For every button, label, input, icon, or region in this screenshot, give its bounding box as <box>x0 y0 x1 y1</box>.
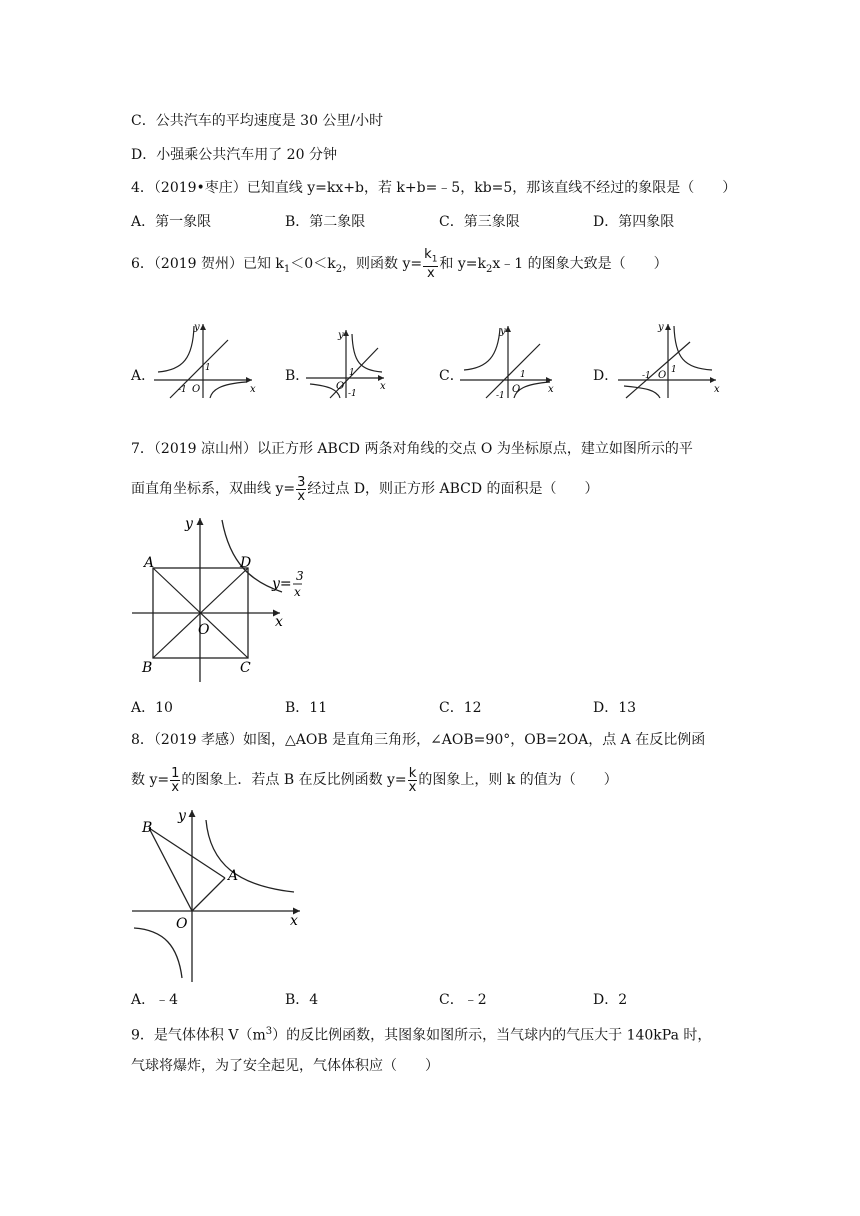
q7-option-a[interactable]: A．10 <box>131 700 173 716</box>
q6b-y-label: y <box>338 330 344 341</box>
q9-sup: 3 <box>265 1026 273 1037</box>
question-8-line1: 8．（2019 孝感）如图，△AOB 是直角三角形，∠AOB=90°，OB=2OA，点 A 在反比例函 <box>131 732 706 748</box>
q4-option-c[interactable]: C．第三象限 <box>439 214 520 230</box>
q6-option-d[interactable]: D． <box>593 368 619 384</box>
q8-label-o: O <box>176 916 188 932</box>
q8-figure <box>130 806 306 984</box>
q7-label-d: D <box>240 555 252 571</box>
q6-k2-sub: 2 <box>335 263 343 275</box>
q6-post: 和 y=k <box>439 256 486 272</box>
q6-frac-num: $k_1$ <box>423 248 438 268</box>
question-4-text: 4．（2019•枣庄）已知直线 y=kx+b，若 k+b=﹣5，kb=5，那该直线不经过的象限是（ ） <box>131 180 737 196</box>
q8-option-c[interactable]: C．﹣2 <box>439 992 487 1008</box>
question-6-text <box>131 247 668 287</box>
q7-fraction <box>296 476 306 503</box>
q7-label-c: C <box>240 660 251 676</box>
q6-graph-b[interactable] <box>302 326 388 400</box>
q6-k2b-sub: 2 <box>486 263 493 275</box>
q7-frac-den: x <box>297 488 306 504</box>
q6a-x-label: x <box>250 384 256 395</box>
question-8-options <box>131 989 771 1011</box>
q7-label-a: A <box>144 555 155 571</box>
q8-fraction-2 <box>408 767 418 794</box>
q8-line2-pre: 数 y= <box>131 772 170 788</box>
q8-label-y: y <box>178 808 186 824</box>
q6b-x-label: x <box>380 381 386 392</box>
q6-graph-d[interactable] <box>612 318 722 400</box>
q6-fraction <box>423 248 438 281</box>
q6-mid: ＜0＜k <box>290 256 336 272</box>
q8-label-a: A <box>228 868 239 884</box>
q6d-origin: O <box>658 370 667 381</box>
q7-label-b: B <box>142 660 153 676</box>
q9-line1-pre: 9．是气体体积 V（m <box>131 1027 266 1044</box>
q8-frac2-num: k <box>408 765 417 781</box>
q6-frac-num-sub: 1 <box>431 254 438 265</box>
q6c-x-label: x <box>548 384 554 395</box>
q6c-origin: O <box>512 384 521 395</box>
q7-line2-pre: 面直角坐标系，双曲线 y= <box>131 481 296 497</box>
q6a-y-label: y <box>194 322 200 333</box>
q6c-one: 1 <box>520 370 526 380</box>
q7-curve-num: 3 <box>296 569 304 583</box>
q6-option-b[interactable]: B． <box>285 368 310 384</box>
q7-curve-label: y= <box>272 576 292 592</box>
q6-k1-sub: 1 <box>283 263 291 275</box>
q7-label-x: x <box>275 614 283 630</box>
q6c-y-label: y <box>500 326 506 337</box>
q9-line1-post: ）的反比例函数，其图象如图所示，当气球内的气压大于 140kPa 时， <box>272 1027 712 1044</box>
q8-fraction-1 <box>170 767 180 794</box>
q6d-y-label: y <box>658 322 664 333</box>
question-4-options <box>131 211 771 233</box>
q7-option-d[interactable]: D．13 <box>593 700 637 716</box>
q6b-neg-one: -1 <box>348 389 357 399</box>
question-7-options <box>131 697 771 719</box>
q4-option-b[interactable]: B．第二象限 <box>285 214 366 230</box>
q8-option-a[interactable]: A．﹣4 <box>131 992 179 1008</box>
q6-mid2: ，则函数 y= <box>342 256 423 272</box>
question-7-line1: 7．（2019 凉山州）以正方形 ABCD 两条对角线的交点 O 为坐标原点，建立如图所示的平 <box>131 441 693 457</box>
q6-option-c[interactable]: C． <box>439 368 464 384</box>
q7-option-b[interactable]: B．11 <box>285 700 328 716</box>
question-7-line2 <box>131 472 599 506</box>
q8-line2-post: 的图象上，则 k 的值为（ ） <box>418 772 618 788</box>
q6-pre: 6．（2019 贺州）已知 k <box>131 256 284 272</box>
q8-frac1-num: 1 <box>171 765 180 781</box>
q8-line2-mid: 的图象上．若点 B 在反比例函数 y= <box>181 772 407 788</box>
q6-post2: x﹣1 的图象大致是（ ） <box>492 256 668 272</box>
q7-curve-den: x <box>294 585 301 599</box>
q7-label-o: O <box>198 622 210 638</box>
q6-graph-a[interactable] <box>148 318 258 400</box>
line-c-bus: C．公共汽车的平均速度是 30 公里/小时 <box>131 113 384 129</box>
q8-frac1-den: x <box>171 779 180 795</box>
question-8-line2 <box>131 763 618 797</box>
q8-frac2-den: x <box>408 779 417 795</box>
q4-option-d[interactable]: D．第四象限 <box>593 214 675 230</box>
q6a-neg-one: -1 <box>178 385 187 395</box>
question-9-line1 <box>131 1021 711 1047</box>
question-9-line2: 气球将爆炸，为了安全起见，气体体积应（ ） <box>131 1058 439 1074</box>
q4-option-a[interactable]: A．第一象限 <box>131 214 212 230</box>
q7-label-y: y <box>185 516 193 532</box>
q6b-origin: O <box>336 381 345 392</box>
q6d-neg-one: -1 <box>642 371 651 381</box>
q6-option-a[interactable]: A． <box>131 368 156 384</box>
q6-graph-c[interactable] <box>456 322 556 400</box>
q6c-neg-one: -1 <box>496 391 505 401</box>
q8-option-d[interactable]: D．2 <box>593 992 628 1008</box>
line-d-bus: D．小强乘公共汽车用了 20 分钟 <box>131 147 337 163</box>
q8-label-x: x <box>290 913 298 929</box>
q6-frac-den: x <box>426 266 435 282</box>
q7-option-c[interactable]: C．12 <box>439 700 482 716</box>
q7-line2-post: 经过点 D，则正方形 ABCD 的面积是（ ） <box>307 481 599 497</box>
q8-label-b: B <box>142 820 153 836</box>
q8-option-b[interactable]: B．4 <box>285 992 319 1008</box>
q6a-one: 1 <box>205 363 211 373</box>
q6a-origin: O <box>192 384 201 395</box>
q6d-x-label: x <box>714 384 720 395</box>
q7-frac-num: 3 <box>297 474 306 490</box>
q6b-one: 1 <box>349 368 355 378</box>
q6d-one: 1 <box>671 365 677 375</box>
q7-figure <box>130 512 302 684</box>
